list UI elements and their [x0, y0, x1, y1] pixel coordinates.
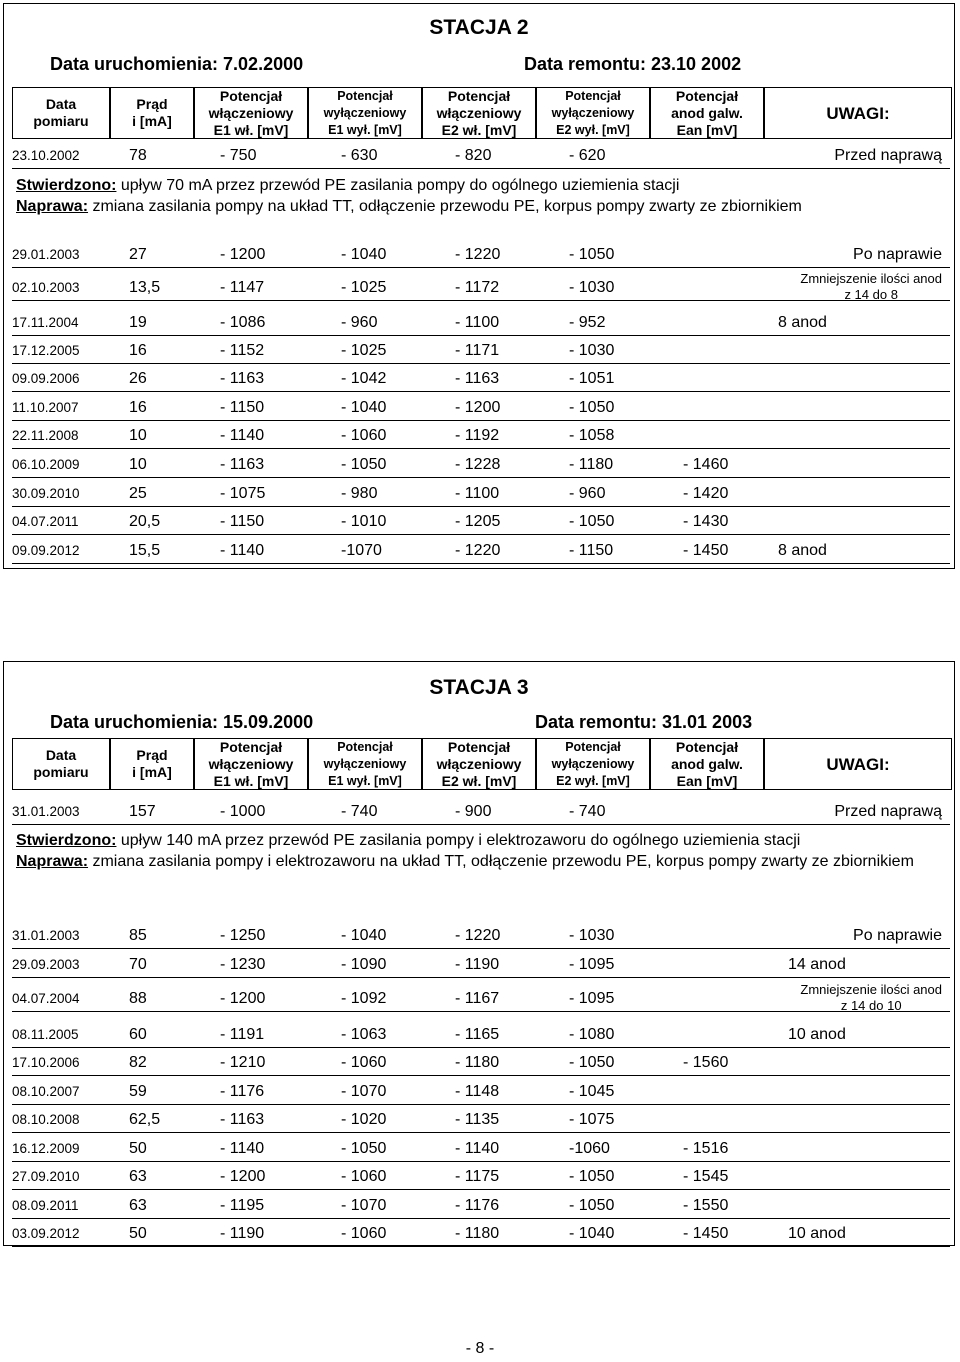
cell-e1wyl: - 1060: [341, 1168, 387, 1185]
cell-ean: - 1450: [683, 1225, 729, 1242]
cell-e2wyl: - 1050: [569, 1168, 615, 1185]
cell-e2wl: - 1100: [455, 485, 500, 502]
cell-e1wl: - 1140: [220, 542, 265, 559]
row-rule: [12, 477, 950, 478]
table-row: [12, 366, 950, 392]
row-rule: [12, 168, 950, 169]
cell-uwagi: Przed naprawą: [834, 803, 942, 820]
cell-e1wyl: - 1070: [341, 1083, 387, 1100]
cell-e1wl: - 1163: [220, 456, 265, 473]
cell-e1wl: - 1200: [220, 246, 266, 263]
cell-e2wyl: - 620: [569, 147, 606, 164]
cell-e2wl: - 1200: [455, 399, 501, 416]
cell-e1wyl: - 1060: [341, 1225, 387, 1242]
cell-date: 08.10.2008: [12, 1112, 80, 1127]
table-row: [12, 1164, 950, 1190]
cell-i: 85: [129, 927, 147, 944]
cell-date: 16.12.2009: [12, 1141, 80, 1156]
row-rule: [12, 1132, 950, 1133]
cell-e1wyl: - 1090: [341, 956, 387, 973]
cell-e1wl: - 1230: [220, 956, 266, 973]
cell-date: 02.10.2003: [12, 280, 80, 295]
row-rule: [12, 1047, 950, 1048]
cell-e1wl: - 1200: [220, 990, 266, 1007]
cell-e2wyl: - 1150: [569, 542, 614, 559]
table-row: [12, 952, 950, 978]
station-title: STACJA 2: [429, 16, 529, 39]
cell-date: 03.09.2012: [12, 1226, 80, 1241]
row-rule: [12, 1189, 950, 1190]
cell-uwagi: Po naprawie: [853, 927, 942, 944]
cell-date: 17.11.2004: [12, 315, 79, 330]
cell-e2wl: - 1100: [455, 314, 500, 331]
cell-e2wl: - 1167: [455, 990, 500, 1007]
header-ean: Potencjał anod galw. Ean [mV]: [650, 738, 764, 790]
row-rule: [12, 1011, 950, 1012]
cell-e2wl: - 1190: [455, 956, 500, 973]
cell-i: 63: [129, 1168, 147, 1185]
cell-e1wyl: - 1010: [341, 513, 387, 530]
cell-i: 10: [129, 427, 147, 444]
cell-e2wyl: - 1051: [569, 370, 615, 387]
cell-date: 30.09.2010: [12, 486, 80, 501]
cell-e1wyl: - 630: [341, 147, 378, 164]
cell-e1wl: - 1195: [220, 1197, 265, 1214]
repair-label: Naprawa:: [16, 198, 89, 215]
cell-i: 20,5: [129, 513, 161, 530]
cell-e2wl: - 1205: [455, 513, 501, 530]
cell-e1wl: - 1163: [220, 370, 265, 387]
cell-i: 16: [129, 342, 147, 359]
cell-e1wyl: - 1040: [341, 399, 387, 416]
cell-e1wyl: - 1060: [341, 427, 387, 444]
row-rule: [12, 363, 950, 364]
cell-e1wl: - 1163: [220, 1111, 265, 1128]
table-row: [12, 395, 950, 421]
cell-date: 08.09.2011: [12, 1198, 79, 1213]
cell-e2wyl: - 1050: [569, 513, 615, 530]
cell-e2wl: - 900: [455, 803, 492, 820]
table-row: [12, 1136, 950, 1162]
cell-e2wl: - 1172: [455, 279, 500, 296]
cell-e1wl: - 1152: [220, 342, 265, 359]
table-row: [12, 509, 950, 535]
cell-e2wyl: - 1030: [569, 927, 615, 944]
cell-i: 10: [129, 456, 147, 473]
cell-e2wl: - 1228: [455, 456, 501, 473]
cell-ean: - 1420: [683, 485, 729, 502]
cell-e1wyl: - 1060: [341, 1054, 387, 1071]
cell-e1wl: - 1086: [220, 314, 266, 331]
table-row: [12, 538, 950, 564]
cell-e1wl: - 1176: [220, 1083, 265, 1100]
cell-date: 27.09.2010: [12, 1169, 80, 1184]
cell-e1wyl: - 740: [341, 803, 378, 820]
finding-text: upływ 140 mA przez przewód PE zasilania pompy i elektrozaworu do ogólnego uziemienia stacji: [116, 832, 801, 849]
cell-e2wyl: - 1045: [569, 1083, 615, 1100]
cell-e2wyl: - 1050: [569, 1197, 615, 1214]
header-uwagi: UWAGI:: [764, 87, 952, 139]
cell-e2wyl: - 740: [569, 803, 606, 820]
header-uwagi: UWAGI:: [764, 738, 952, 790]
row-rule: [12, 448, 950, 449]
cell-e1wl: - 1140: [220, 427, 265, 444]
cell-date: 31.01.2003: [12, 928, 80, 943]
cell-uwagi: 10 anod: [788, 1026, 846, 1043]
cell-uwagi: Przed naprawą: [834, 147, 942, 164]
header-e2-wyl: Potencjał wyłączeniowy E2 wył. [mV]: [536, 87, 650, 139]
cell-e1wyl: - 960: [341, 314, 378, 331]
cell-i: 26: [129, 370, 147, 387]
cell-uwagi: Zmniejszenie ilości anod z 14 do 10: [800, 982, 942, 1013]
cell-e2wl: - 1148: [455, 1083, 500, 1100]
cell-e2wyl: - 1030: [569, 342, 615, 359]
cell-e2wyl: - 1050: [569, 1054, 615, 1071]
cell-e2wyl: - 1095: [569, 956, 615, 973]
cell-e2wl: - 1171: [455, 342, 500, 359]
station-title: STACJA 3: [429, 676, 529, 699]
cell-e2wyl: - 1030: [569, 279, 615, 296]
cell-uwagi: 8 anod: [778, 542, 827, 559]
header-prad: Prąd i [mA]: [110, 738, 194, 790]
repair-date: Data remontu: 31.01 2003: [535, 712, 753, 732]
cell-uwagi: 10 anod: [788, 1225, 846, 1242]
repair-label: Naprawa:: [16, 853, 89, 870]
header-e1-wyl: Potencjał wyłączeniowy E1 wył. [mV]: [308, 738, 422, 790]
cell-date: 09.09.2006: [12, 371, 80, 386]
cell-i: 50: [129, 1225, 147, 1242]
header-e1-wl: Potencjał włączeniowy E1 wł. [mV]: [194, 87, 308, 139]
table-row: [12, 1022, 950, 1048]
cell-date: 23.10.2002: [12, 148, 80, 163]
row-rule: [12, 1104, 950, 1105]
cell-e1wl: - 1200: [220, 1168, 266, 1185]
cell-e2wl: - 1176: [455, 1197, 500, 1214]
cell-e2wyl: - 1095: [569, 990, 615, 1007]
cell-e1wyl: - 1040: [341, 927, 387, 944]
cell-e2wyl: - 960: [569, 485, 606, 502]
cell-e1wl: - 1190: [220, 1225, 265, 1242]
cell-e2wl: - 1220: [455, 542, 501, 559]
cell-uwagi: Zmniejszenie ilości anod z 14 do 8: [800, 271, 942, 302]
cell-date: 08.10.2007: [12, 1084, 80, 1099]
header-data-pomiaru: Data pomiaru: [12, 738, 110, 790]
row-rule: [12, 1246, 950, 1247]
cell-e2wl: - 1220: [455, 927, 501, 944]
cell-e1wyl: - 980: [341, 485, 378, 502]
finding-note: [16, 175, 944, 217]
table-row: [12, 982, 950, 1013]
header-ean: Potencjał anod galw. Ean [mV]: [650, 87, 764, 139]
cell-e1wyl: - 1050: [341, 456, 387, 473]
header-e2-wl: Potencjał włączeniowy E2 wł. [mV]: [422, 738, 536, 790]
row-rule: [12, 534, 950, 535]
cell-e2wyl: - 1080: [569, 1026, 615, 1043]
table-row: [12, 338, 950, 364]
cell-i: 19: [129, 314, 147, 331]
repair-text: zmiana zasilania pompy i elektrozaworu na układ TT, odłączenie przewodu PE, korpus pompy zwarty ze zbiornikiem: [88, 853, 914, 870]
cell-e2wl: - 820: [455, 147, 492, 164]
cell-e2wyl: - 1075: [569, 1111, 615, 1128]
cell-e1wyl: - 1092: [341, 990, 387, 1007]
cell-e1wl: - 1210: [220, 1054, 266, 1071]
cell-e2wyl: - 1058: [569, 427, 615, 444]
cell-e1wyl: -1070: [341, 542, 382, 559]
cell-i: 13,5: [129, 279, 161, 296]
cell-uwagi: 14 anod: [788, 956, 846, 973]
cell-e2wyl: - 1180: [569, 456, 614, 473]
row-rule: [12, 1075, 950, 1076]
cell-i: 60: [129, 1026, 147, 1043]
cell-i: 70: [129, 956, 147, 973]
cell-e1wyl: - 1040: [341, 246, 387, 263]
table-header: [4, 738, 954, 790]
cell-e1wyl: - 1070: [341, 1197, 387, 1214]
cell-e1wl: - 1147: [220, 279, 265, 296]
cell-i: 16: [129, 399, 147, 416]
cell-e1wyl: - 1050: [341, 1140, 387, 1157]
cell-date: 04.07.2011: [12, 514, 79, 529]
row-rule: [12, 563, 950, 564]
table-row: [12, 1107, 950, 1133]
row-rule: [12, 267, 950, 268]
header-e1-wl: Potencjał włączeniowy E1 wł. [mV]: [194, 738, 308, 790]
cell-e2wyl: - 1040: [569, 1225, 615, 1242]
repair-text: zmiana zasilania pompy na układ TT, odłączenie przewodu PE, korpus pompy zwarty ze zbiornikiem: [88, 198, 802, 215]
cell-i: 82: [129, 1054, 147, 1071]
cell-date: 11.10.2007: [12, 400, 79, 415]
row-rule: [12, 391, 950, 392]
cell-e1wyl: - 1042: [341, 370, 387, 387]
cell-e1wl: - 1000: [220, 803, 266, 820]
cell-e2wl: - 1192: [455, 427, 500, 444]
cell-i: 88: [129, 990, 147, 1007]
cell-i: 78: [129, 147, 147, 164]
repair-date: Data remontu: 23.10 2002: [524, 54, 742, 74]
cell-ean: - 1460: [683, 456, 729, 473]
cell-i: 27: [129, 246, 147, 263]
cell-i: 63: [129, 1197, 147, 1214]
cell-e2wyl: -1060: [569, 1140, 610, 1157]
cell-e1wl: - 750: [220, 147, 257, 164]
cell-ean: - 1516: [683, 1140, 729, 1157]
cell-e2wl: - 1163: [455, 370, 500, 387]
page-number: - 8 -: [465, 1340, 495, 1357]
cell-ean: - 1430: [683, 513, 729, 530]
cell-e2wl: - 1175: [455, 1168, 500, 1185]
header-e2-wl: Potencjał włączeniowy E2 wł. [mV]: [422, 87, 536, 139]
cell-e2wl: - 1180: [455, 1054, 500, 1071]
header-e2-wyl: Potencjał wyłączeniowy E2 wył. [mV]: [536, 738, 650, 790]
station-3-box: [3, 661, 955, 1246]
cell-date: 29.01.2003: [12, 247, 80, 262]
cell-date: 04.07.2004: [12, 991, 80, 1006]
cell-e1wyl: - 1025: [341, 342, 387, 359]
cell-ean: - 1450: [683, 542, 729, 559]
cell-uwagi: 8 anod: [778, 314, 827, 331]
header-data-pomiaru: Data pomiaru: [12, 87, 110, 139]
cell-i: 62,5: [129, 1111, 161, 1128]
table-row: [12, 452, 950, 478]
cell-i: 59: [129, 1083, 147, 1100]
row-rule: [12, 420, 950, 421]
cell-e2wl: - 1135: [455, 1111, 500, 1128]
cell-e1wl: - 1250: [220, 927, 266, 944]
cell-e1wyl: - 1020: [341, 1111, 387, 1128]
row-rule: [12, 824, 950, 825]
cell-date: 06.10.2009: [12, 457, 80, 472]
start-date: Data uruchomienia: 15.09.2000: [50, 712, 314, 732]
row-rule: [12, 977, 950, 978]
finding-label: Stwierdzono:: [16, 832, 117, 849]
cell-i: 50: [129, 1140, 147, 1157]
cell-e1wl: - 1140: [220, 1140, 265, 1157]
cell-e2wl: - 1180: [455, 1225, 500, 1242]
cell-e1wyl: - 1063: [341, 1026, 387, 1043]
row-rule: [12, 1161, 950, 1162]
table-row-first: [12, 143, 950, 169]
cell-i: 15,5: [129, 542, 161, 559]
cell-date: 17.10.2006: [12, 1055, 80, 1070]
table-row: [12, 423, 950, 449]
table-row: [12, 1193, 950, 1219]
finding-note: [16, 830, 944, 872]
cell-date: 22.11.2008: [12, 428, 79, 443]
cell-date: 17.12.2005: [12, 343, 80, 358]
cell-e1wyl: - 1025: [341, 279, 387, 296]
row-rule: [12, 300, 950, 301]
table-row: [12, 481, 950, 507]
station-2-box: [3, 3, 955, 569]
table-row: [12, 1221, 950, 1247]
cell-e1wl: - 1075: [220, 485, 266, 502]
cell-i: 25: [129, 485, 147, 502]
table-row: [12, 923, 950, 949]
cell-e2wyl: - 1050: [569, 246, 615, 263]
row-rule: [12, 1218, 950, 1219]
cell-uwagi: Po naprawie: [853, 246, 942, 263]
table-header: [4, 87, 954, 139]
start-date: Data uruchomienia: 7.02.2000: [50, 54, 304, 74]
table-row: [12, 242, 950, 268]
table-row: [12, 1050, 950, 1076]
cell-e1wl: - 1191: [220, 1026, 265, 1043]
cell-ean: - 1550: [683, 1197, 729, 1214]
table-row: [12, 271, 950, 302]
cell-date: 29.09.2003: [12, 957, 80, 972]
cell-e2wl: - 1165: [455, 1026, 500, 1043]
cell-e2wyl: - 952: [569, 314, 606, 331]
cell-ean: - 1560: [683, 1054, 729, 1071]
cell-e1wl: - 1150: [220, 399, 265, 416]
cell-i: 157: [129, 803, 156, 820]
table-row: [12, 310, 950, 336]
row-rule: [12, 335, 950, 336]
cell-date: 09.09.2012: [12, 543, 80, 558]
table-row: [12, 1079, 950, 1105]
cell-e1wl: - 1150: [220, 513, 265, 530]
cell-e2wl: - 1220: [455, 246, 501, 263]
header-prad: Prąd i [mA]: [110, 87, 194, 139]
cell-date: 08.11.2005: [12, 1027, 79, 1042]
cell-ean: - 1545: [683, 1168, 729, 1185]
table-row-first: [12, 799, 950, 825]
cell-e2wl: - 1140: [455, 1140, 500, 1157]
finding-text: upływ 70 mA przez przewód PE zasilania pompy do ogólnego uziemienia stacji: [116, 177, 680, 194]
header-e1-wyl: Potencjał wyłączeniowy E1 wył. [mV]: [308, 87, 422, 139]
finding-label: Stwierdzono:: [16, 177, 117, 194]
cell-date: 31.01.2003: [12, 804, 80, 819]
row-rule: [12, 506, 950, 507]
cell-e2wyl: - 1050: [569, 399, 615, 416]
row-rule: [12, 948, 950, 949]
